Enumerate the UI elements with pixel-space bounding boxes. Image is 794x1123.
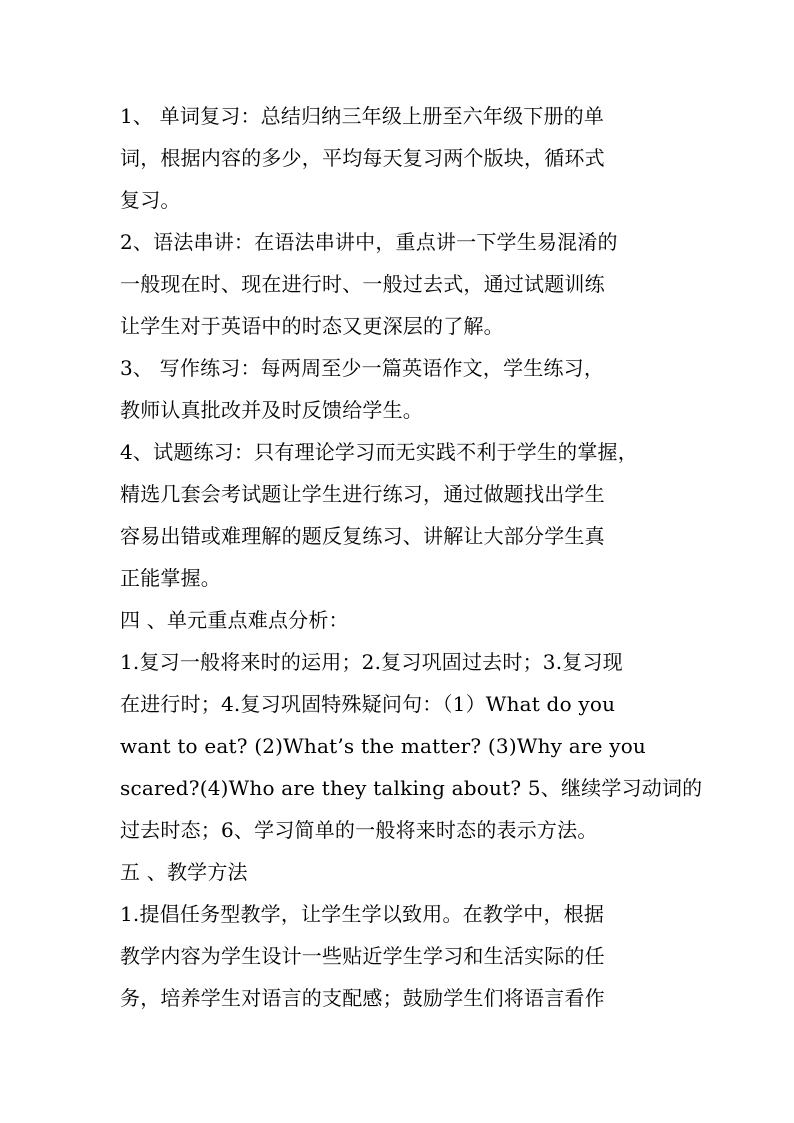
section-heading-4: 四 、单元重点难点分析： <box>120 608 349 632</box>
text-line-11: 容易出错或难理解的题反复练习、讲解让大部分学生真 <box>120 524 605 548</box>
text-line-17: scared?(4)Who are they talking about? 5、继续学习动词的 <box>120 776 703 800</box>
text-line-6: 让学生对于英语中的时态又更深层的了解。 <box>120 314 504 338</box>
text-line-10: 精选几套会考试题让学生进行练习，通过做题找出学生 <box>120 482 605 506</box>
text-line-22: 务，培养学生对语言的支配感；鼓励学生们将语言看作 <box>120 986 605 1010</box>
text-line-7: 3、 写作练习：每两周至少一篇英语作文，学生练习， <box>120 356 605 380</box>
text-line-5: 一般现在时、现在进行时、一般过去式，通过试题训练 <box>120 272 605 296</box>
text-line-21: 教学内容为学生设计一些贴近学生学习和生活实际的任 <box>120 944 605 968</box>
section-heading-5: 五 、教学方法 <box>120 860 248 884</box>
text-line-2: 词，根据内容的多少，平均每天复习两个版块，循环式 <box>120 146 605 170</box>
text-line-15: 在进行时；4.复习巩固特殊疑问句：（1）What do you <box>120 692 616 716</box>
text-line-4: 2、语法串讲：在语法串讲中，重点讲一下学生易混淆的 <box>120 230 618 254</box>
text-line-14: 1.复习一般将来时的运用；2.复习巩固过去时；3.复习现 <box>120 650 623 674</box>
text-line-1: 1、 单词复习：总结归纳三年级上册至六年级下册的单 <box>120 104 605 128</box>
text-line-12: 正能掌握。 <box>120 566 221 590</box>
text-line-18: 过去时态；6、学习简单的一般将来时态的表示方法。 <box>120 818 598 842</box>
text-line-8: 教师认真批改并及时反馈给学生。 <box>120 398 423 422</box>
text-line-9: 4、试题练习：只有理论学习而无实践不利于学生的掌握， <box>120 440 638 464</box>
text-line-20: 1.提倡任务型教学，让学生学以致用。在教学中，根据 <box>120 902 605 926</box>
text-line-3: 复习。 <box>120 188 181 212</box>
text-line-16: want to eat? (2)What’s the matter? (3)Why are you <box>120 734 647 758</box>
